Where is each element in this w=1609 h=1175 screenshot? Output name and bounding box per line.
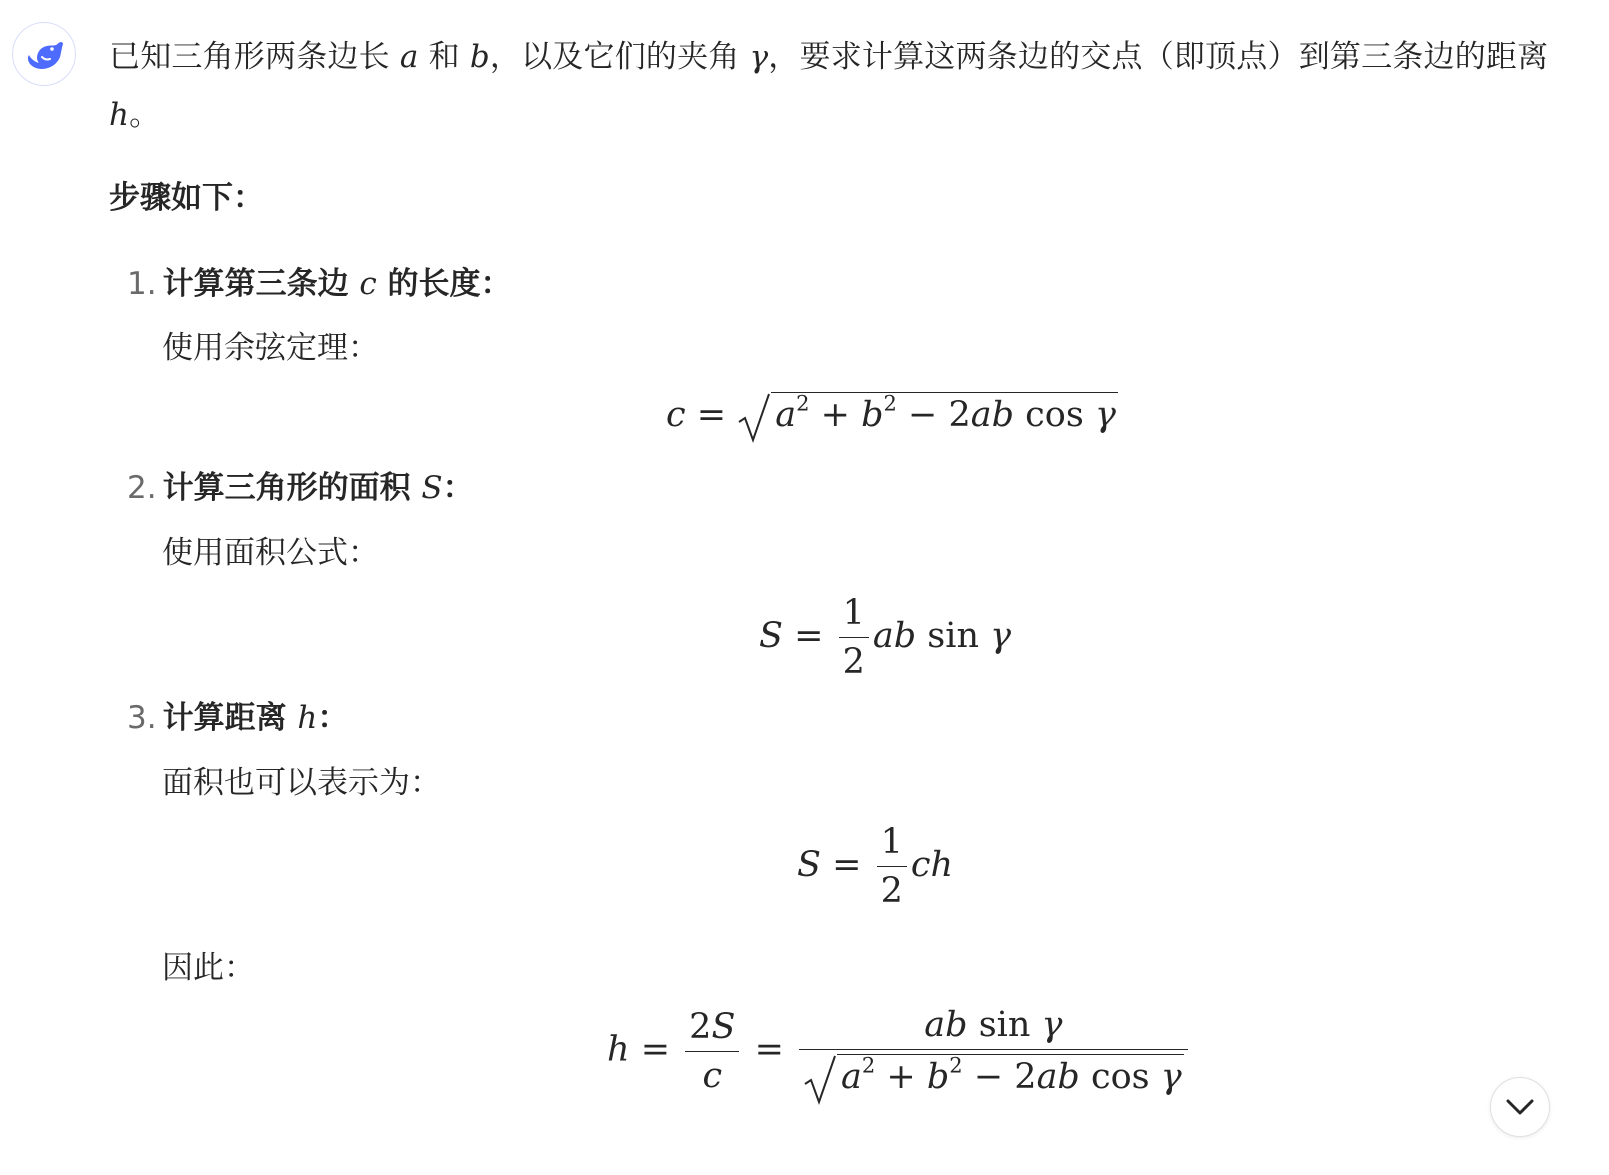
var-h: h	[109, 97, 130, 133]
eq-exp: 2	[796, 391, 810, 416]
eq-var: ch	[910, 845, 954, 885]
denominator	[799, 1050, 1188, 1097]
eq-op: −	[908, 395, 938, 435]
distance-equation	[607, 1005, 1192, 1097]
eq-lhs: h	[607, 1029, 630, 1070]
numerator	[799, 1005, 1188, 1050]
eq-var: γ	[990, 616, 1012, 656]
step-title-text: ：	[317, 700, 349, 736]
eq-fn: cos	[1090, 1057, 1150, 1097]
eq-exp: 2	[861, 1053, 876, 1078]
eq-op: +	[886, 1057, 916, 1097]
var-b: b	[469, 39, 490, 75]
eq-var: a	[775, 395, 797, 435]
radicand	[837, 1054, 1184, 1097]
eq-var: S	[711, 1006, 736, 1047]
sqrt	[803, 1054, 1184, 1097]
numerator	[685, 1007, 739, 1052]
intro-text: 。	[129, 97, 161, 133]
eq-sign: =	[832, 845, 862, 885]
eq-sign: =	[696, 395, 727, 435]
fraction	[799, 1005, 1188, 1097]
sqrt	[737, 392, 1118, 435]
eq-var: ab	[970, 395, 1015, 435]
numerator: 1	[877, 822, 907, 867]
eq-exp: 2	[883, 391, 897, 416]
intro-text: 和	[418, 39, 470, 75]
fraction	[839, 593, 869, 682]
eq-coef: 2	[689, 1006, 712, 1047]
therefore-text: 因此：	[162, 950, 255, 986]
steps-heading: 步骤如下：	[109, 180, 264, 216]
step-number: 3.	[127, 700, 157, 736]
step-title-text: 计算距离	[162, 700, 298, 736]
eq-var: b	[926, 1057, 950, 1097]
intro-paragraph	[109, 28, 1569, 144]
step-title-var: S	[421, 470, 443, 506]
scroll-to-bottom-button[interactable]	[1490, 1077, 1550, 1137]
step-1-title	[127, 258, 512, 303]
eq-fn: cos	[1025, 395, 1084, 435]
eq-sign: =	[640, 1029, 671, 1070]
eq-var: ab	[872, 616, 917, 656]
step-title-text: 的长度：	[376, 266, 512, 302]
var-a: a	[399, 39, 419, 75]
eq-coef: 2	[1014, 1057, 1037, 1097]
chevron-down-icon	[1505, 1098, 1535, 1116]
intro-text: ，以及它们的夹角	[489, 39, 750, 75]
area-height-equation	[797, 822, 953, 911]
eq-var: ab	[1036, 1057, 1080, 1097]
cosine-law-equation	[666, 392, 1118, 435]
fraction	[685, 1007, 739, 1096]
step-2-title	[127, 462, 474, 507]
eq-var: ab	[924, 1005, 968, 1045]
eq-op: +	[820, 395, 850, 435]
intro-text: ，要求计算这两条边的交点（即顶点）到第三条边的距离	[768, 39, 1549, 75]
radical-sign	[737, 392, 771, 444]
eq-exp: 2	[949, 1053, 963, 1078]
step-number: 2.	[127, 470, 157, 506]
step-number: 1.	[127, 266, 157, 302]
step-title-text: ：	[442, 470, 474, 506]
eq-sign: =	[794, 616, 824, 656]
eq-sign: =	[754, 1029, 784, 1070]
eq-op: −	[973, 1057, 1004, 1097]
var-gamma: γ	[749, 39, 769, 75]
step-title-text: 计算三角形的面积	[162, 470, 422, 506]
step-3-text: 面积也可以表示为：	[162, 765, 441, 801]
assistant-avatar	[12, 22, 76, 86]
eq-var: γ	[1160, 1057, 1182, 1097]
numerator: 1	[839, 593, 869, 638]
eq-coef: 2	[948, 395, 971, 435]
eq-fn: sin	[927, 616, 979, 656]
eq-var: b	[861, 395, 884, 435]
step-title-text: 计算第三条边	[162, 266, 360, 302]
denominator: c	[702, 1055, 723, 1096]
eq-lhs: c	[666, 395, 686, 435]
step-title-var: c	[359, 266, 377, 302]
eq-fn: sin	[978, 1005, 1031, 1045]
fraction	[877, 822, 907, 911]
radicand	[771, 392, 1118, 435]
eq-var: γ	[1094, 395, 1116, 435]
eq-lhs: S	[759, 616, 783, 656]
radical-sign	[803, 1054, 837, 1106]
step-2-text: 使用面积公式：	[162, 535, 379, 571]
deepseek-whale-icon	[22, 37, 66, 71]
denominator: 2	[880, 871, 903, 911]
intro-text: 已知三角形两条边长	[109, 39, 400, 75]
eq-var: a	[841, 1057, 862, 1097]
area-equation	[759, 593, 1011, 682]
step-1-text: 使用余弦定理：	[162, 330, 379, 366]
step-title-var: h	[297, 700, 318, 736]
eq-lhs: S	[797, 845, 821, 885]
denominator: 2	[842, 642, 865, 682]
eq-var: γ	[1041, 1005, 1063, 1045]
step-3-title	[127, 692, 348, 737]
